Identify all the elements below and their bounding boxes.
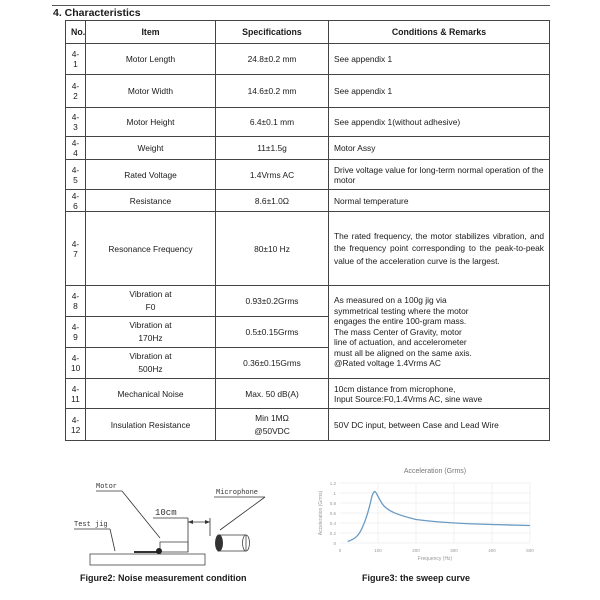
remarks-line: line of actuation, and accelerometer [334, 337, 467, 348]
table-row [66, 379, 550, 409]
cell-no: 4-10 [66, 348, 86, 379]
chart-title: Acceleration (Grms) [403, 468, 467, 475]
remarks-line: must all be aligned on the same axis. [334, 347, 472, 358]
cell-spec: 0.5±0.15Grms [216, 317, 329, 348]
cell-item: Motor Height [86, 108, 216, 137]
cell-remarks: See appendix 1 [329, 75, 550, 108]
table-row [66, 108, 550, 137]
svg-text:1: 1 [333, 491, 336, 496]
chart-xlabel: Frequency (Hz) [417, 556, 453, 562]
motor-icon [156, 548, 162, 554]
cell-item: Mechanical Noise [86, 379, 216, 409]
remarks-line: engages the entire 100-gram mass. [334, 316, 467, 327]
cell-item: Insulation Resistance [86, 409, 216, 441]
cell-item-line: Vibration at [129, 351, 172, 361]
table-header-row [66, 21, 550, 44]
figure3-caption: Figure3: the sweep curve [362, 573, 471, 583]
svg-text:0.4: 0.4 [329, 521, 336, 526]
cell-no: 4-7 [66, 212, 86, 286]
microphone-icon [215, 535, 223, 552]
cell-remarks: Drive voltage value for long-term normal operation of the motor [329, 160, 550, 190]
table-row [66, 75, 550, 108]
remarks-line: @Rated voltage 1.4Vrms AC [334, 358, 441, 369]
table-row [66, 286, 550, 317]
svg-text:1.2: 1.2 [329, 481, 336, 486]
cell-item: Motor Length [86, 44, 216, 75]
cell-no: 4-4 [66, 137, 86, 160]
cell-remarks: Normal temperature [329, 190, 550, 212]
header-specifications: Specifications [216, 21, 329, 44]
cell-remarks: The rated frequency, the motor stabilizes vibration, and the frequency point corresponding to the peak-to-peak value of the acceleration curve is the largest. [329, 212, 550, 286]
remarks-line: The mass Center of Gravity, motor [334, 326, 462, 337]
svg-text:100: 100 [374, 548, 382, 553]
cell-no: 4-5 [66, 160, 86, 190]
svg-text:200: 200 [412, 548, 420, 553]
table-row [66, 190, 550, 212]
remarks-line: 10cm distance from microphone, [334, 383, 456, 394]
cell-item [86, 286, 216, 317]
cell-item: Motor Width [86, 75, 216, 108]
svg-text:500: 500 [526, 548, 534, 553]
cell-spec: 6.4±0.1 mm [216, 108, 329, 137]
cell-item-line: 500Hz [138, 364, 163, 374]
cell-item-line: Vibration at [129, 320, 172, 330]
cell-remarks: See appendix 1(without adhesive) [329, 108, 550, 137]
chart-ylabel: Acceleration (Grms) [318, 490, 324, 536]
cell-item: Weight [86, 137, 216, 160]
header-conditions: Conditions & Remarks [329, 21, 550, 44]
label-motor: Motor [96, 483, 118, 491]
cell-remarks [329, 379, 550, 409]
sweep-curve-chart [310, 470, 545, 570]
cell-spec: 1.4Vrms AC [216, 160, 329, 190]
cell-remarks: Motor Assy [329, 137, 550, 160]
spec-line: @50VDC [254, 425, 290, 436]
svg-text:0: 0 [333, 541, 336, 546]
cell-remarks: See appendix 1 [329, 44, 550, 75]
svg-text:300: 300 [450, 548, 458, 553]
section-title: 4. Characteristics [53, 7, 141, 19]
cell-spec: 80±10 Hz [216, 212, 329, 286]
table-row [66, 137, 550, 160]
cell-item-line: Vibration at [129, 289, 172, 299]
table-row [66, 212, 550, 286]
cell-spec: 0.93±0.2Grms [216, 286, 329, 317]
cell-spec: 0.36±0.15Grms [216, 348, 329, 379]
table-row [66, 44, 550, 75]
cell-spec: 8.6±1.0Ω [216, 190, 329, 212]
cell-no: 4-1 [66, 44, 86, 75]
svg-text:0: 0 [338, 548, 342, 553]
remarks-line: Input Source:F0,1.4Vrms AC, sine wave [334, 393, 483, 404]
cell-no: 4-6 [66, 190, 86, 212]
svg-text:0.2: 0.2 [329, 531, 336, 536]
table-row [66, 160, 550, 190]
figure2-caption: Figure2: Noise measurement condition [80, 573, 247, 583]
svg-text:400: 400 [488, 548, 496, 553]
cell-item [86, 317, 216, 348]
top-rule [52, 5, 550, 6]
cell-spec: Max. 50 dB(A) [216, 379, 329, 409]
cell-no: 4-11 [66, 379, 86, 409]
cell-no: 4-9 [66, 317, 86, 348]
cell-spec: 24.8±0.2 mm [216, 44, 329, 75]
cell-no: 4-2 [66, 75, 86, 108]
cell-spec [216, 409, 329, 441]
sweep-curve-line [348, 491, 530, 541]
cell-spec: 11±1.5g [216, 137, 329, 160]
cell-item-line: F0 [145, 302, 156, 312]
remarks-line: symmetrical testing where the motor [334, 305, 469, 316]
remarks-line: As measured on a 100g jig via [334, 294, 447, 305]
header-item: Item [86, 21, 216, 44]
cell-no: 4-8 [66, 286, 86, 317]
svg-text:0.8: 0.8 [329, 501, 336, 506]
spec-line: Min 1MΩ [255, 412, 289, 423]
table-row [66, 409, 550, 441]
cell-no: 4-3 [66, 108, 86, 137]
noise-measurement-diagram [60, 470, 290, 590]
cell-remarks: 50V DC input, between Case and Lead Wire [329, 409, 550, 441]
cell-item [86, 348, 216, 379]
svg-text:0.6: 0.6 [329, 511, 336, 516]
label-distance: 10cm [155, 508, 177, 518]
cell-item-line: 170Hz [138, 333, 163, 343]
cell-item: Resonance Frequency [86, 212, 216, 286]
cell-spec: 14.6±0.2 mm [216, 75, 329, 108]
cell-item: Resistance [86, 190, 216, 212]
characteristics-table [65, 20, 550, 441]
cell-vibration-remarks [329, 286, 550, 379]
cell-item: Rated Voltage [86, 160, 216, 190]
label-microphone: Microphone [216, 489, 259, 497]
header-no: No. [66, 21, 86, 44]
label-test-jig: Test jig [74, 521, 108, 529]
cell-no: 4-12 [66, 409, 86, 441]
